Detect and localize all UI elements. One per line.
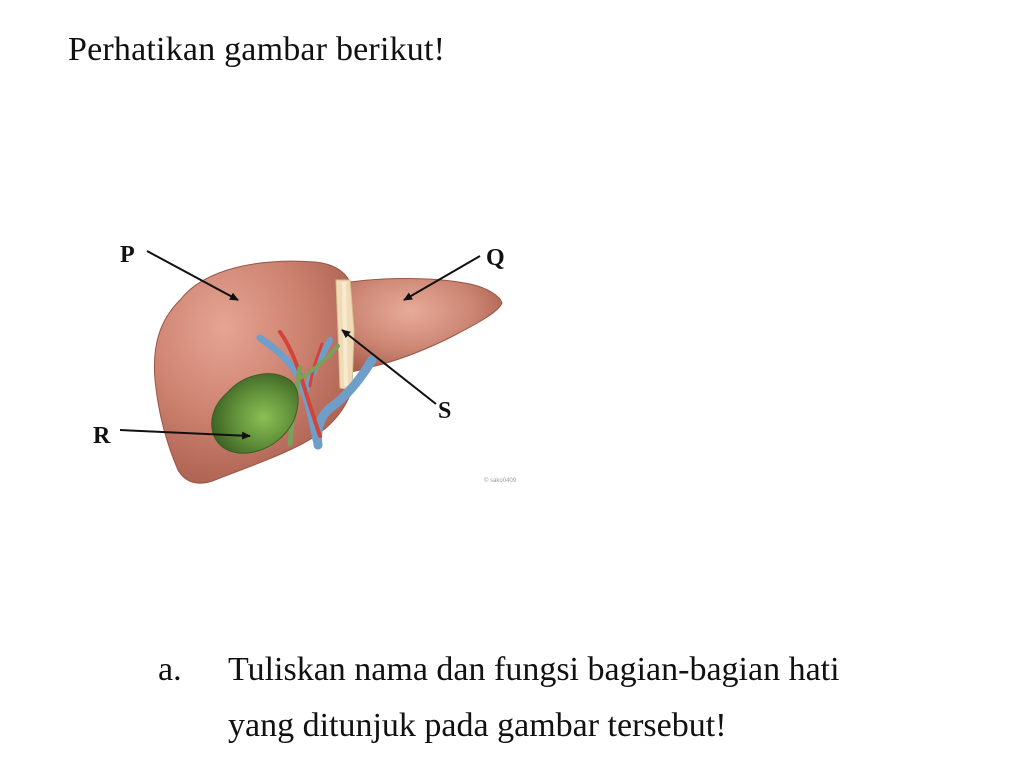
label-s: S: [438, 398, 452, 424]
label-p: P: [120, 242, 135, 268]
page-title: Perhatikan gambar berikut!: [68, 31, 446, 68]
question-line-2: yang ditunjuk pada gambar tersebut!: [228, 707, 727, 744]
question-line-1: Tuliskan nama dan fungsi bagian-bagian hati: [228, 651, 840, 688]
copyright-text: © sako0409: [484, 478, 517, 484]
question-marker: a.: [158, 651, 182, 688]
label-q: Q: [486, 245, 505, 271]
question-text: [228, 642, 988, 754]
label-r: R: [93, 423, 111, 449]
